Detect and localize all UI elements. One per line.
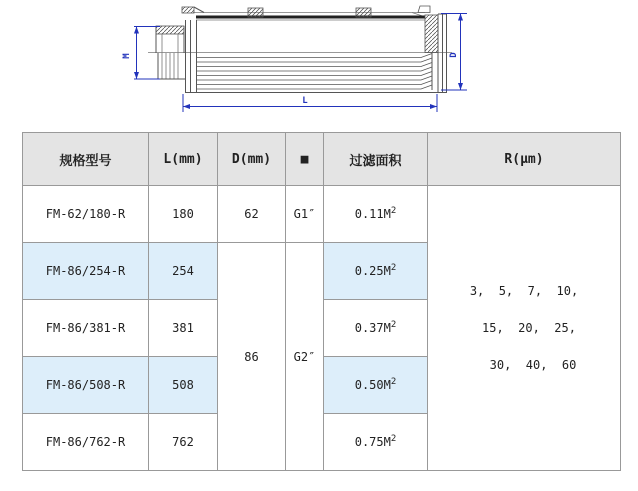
diameter-cell: 62	[218, 186, 286, 243]
diameter-merged-cell: 86	[218, 243, 286, 471]
model-cell: FM-86/762-R	[23, 414, 149, 471]
length-cell: 254	[149, 243, 218, 300]
top-right-nub	[418, 6, 430, 13]
header-length: L(mm)	[149, 133, 218, 186]
body-top-edge	[193, 13, 425, 21]
weld-hatch-right	[356, 8, 371, 17]
area-superscript: 2	[390, 434, 397, 444]
model-cell: FM-86/508-R	[23, 357, 149, 414]
micron-values-line: 30, 40, 60	[489, 357, 577, 372]
micron-values-line: 15, 20, 25,	[482, 320, 576, 335]
area-superscript: 2	[390, 377, 397, 387]
area-cell: $0.25M^2$	[324, 243, 428, 300]
weld-hatch-left	[248, 8, 263, 17]
spec-table	[22, 132, 621, 471]
filter-element-diagram	[0, 0, 638, 128]
dimension-d	[441, 14, 467, 91]
header-model: 规格型号	[23, 133, 149, 186]
area-superscript: 2	[390, 206, 397, 216]
length-cell: 762	[149, 414, 218, 471]
dimension-m-label: M	[122, 53, 132, 59]
area-cell: $0.75M^2$	[324, 414, 428, 471]
length-cell: 381	[149, 300, 218, 357]
model-cell: FM-86/381-R	[23, 300, 149, 357]
micron-cell	[428, 186, 621, 471]
right-end-cap	[425, 14, 447, 93]
model-cell: FM-86/254-R	[23, 243, 149, 300]
area-superscript: 2	[390, 263, 397, 273]
thread-cell: G1″	[286, 186, 324, 243]
left-end-cap	[186, 20, 197, 93]
pleat-lines	[197, 54, 432, 90]
area-cell: $0.37M^2$	[324, 300, 428, 357]
header-thread: ■	[286, 133, 324, 186]
header-diameter: D(mm)	[218, 133, 286, 186]
length-cell: 508	[149, 357, 218, 414]
area-cell: $0.50M^2$	[324, 357, 428, 414]
dimension-d-label: D	[449, 52, 459, 58]
dimension-l	[183, 94, 437, 112]
model-cell: FM-62/180-R	[23, 186, 149, 243]
length-cell: 180	[149, 186, 218, 243]
header-row	[23, 133, 621, 186]
thread-merged-cell: G2″	[286, 243, 324, 471]
micron-values-line: 3, 5, 7, 10,	[469, 283, 579, 298]
header-micron-rating: R(μm)	[428, 133, 621, 186]
table-row	[23, 186, 621, 243]
area-superscript: 2	[390, 320, 397, 330]
dimension-l-label: L	[302, 96, 308, 106]
area-cell: $0.11M^2$	[324, 186, 428, 243]
header-filter-area: 过滤面积	[324, 133, 428, 186]
